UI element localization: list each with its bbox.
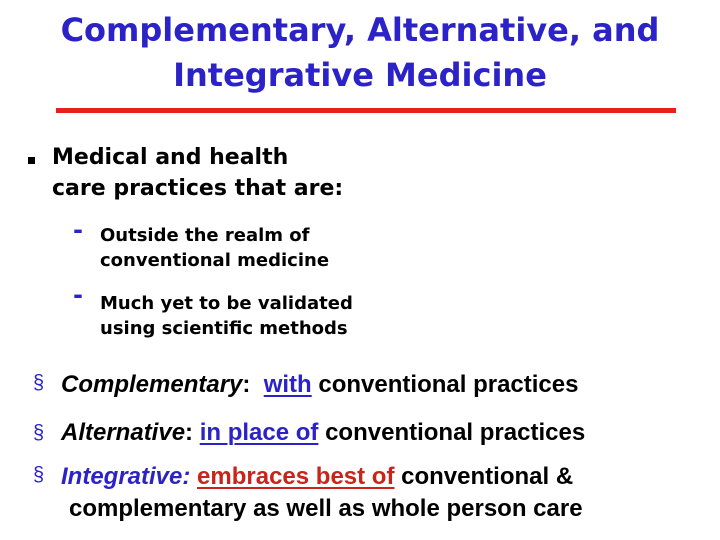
sub-line-2: using scientific methods — [100, 318, 348, 339]
dash-icon: - — [73, 281, 83, 309]
slide-title — [0, 8, 720, 98]
rest-text: conventional practices — [311, 371, 579, 398]
bullet-complementary — [61, 370, 578, 400]
keyword-with: with — [263, 371, 312, 398]
sub-bullet-outside-realm — [100, 223, 329, 273]
title-line-1: Complementary, Alternative, and — [60, 11, 660, 49]
term-alternative: Alternative — [61, 419, 186, 446]
bullet-square-icon: § — [33, 464, 45, 486]
rest-text: conventional practices — [318, 419, 586, 446]
colon: : — [185, 419, 200, 446]
sub-line-1: Outside the realm of — [100, 225, 310, 246]
sub-bullet-validated — [100, 291, 353, 341]
sub-line-1: Much yet to be validated — [100, 293, 353, 314]
keyword-embraces-best-of: embraces best of — [197, 463, 395, 490]
bullet-alternative — [61, 418, 585, 448]
term-integrative: Integrative: — [61, 463, 191, 490]
colon: : — [242, 371, 264, 398]
bullet-line-2: care practices that are: — [52, 176, 344, 201]
bullet-medical-practices — [52, 142, 343, 204]
bullet-square-icon: § — [33, 422, 45, 444]
term-complementary: Complementary — [61, 371, 243, 398]
bullet-square-icon — [28, 157, 35, 164]
bullet-line-1: Medical and health — [52, 145, 289, 170]
bullet-integrative — [61, 462, 573, 492]
dash-icon: - — [73, 216, 83, 244]
title-divider — [56, 108, 676, 113]
rest-text: conventional & — [394, 463, 574, 490]
bullet-square-icon: § — [33, 372, 45, 394]
sub-line-2: conventional medicine — [100, 250, 330, 271]
bullet-integrative-line-2: complementary as well as whole person care — [69, 495, 583, 522]
keyword-in-place-of: in place of — [199, 419, 319, 446]
title-line-2: Integrative Medicine — [173, 56, 547, 94]
